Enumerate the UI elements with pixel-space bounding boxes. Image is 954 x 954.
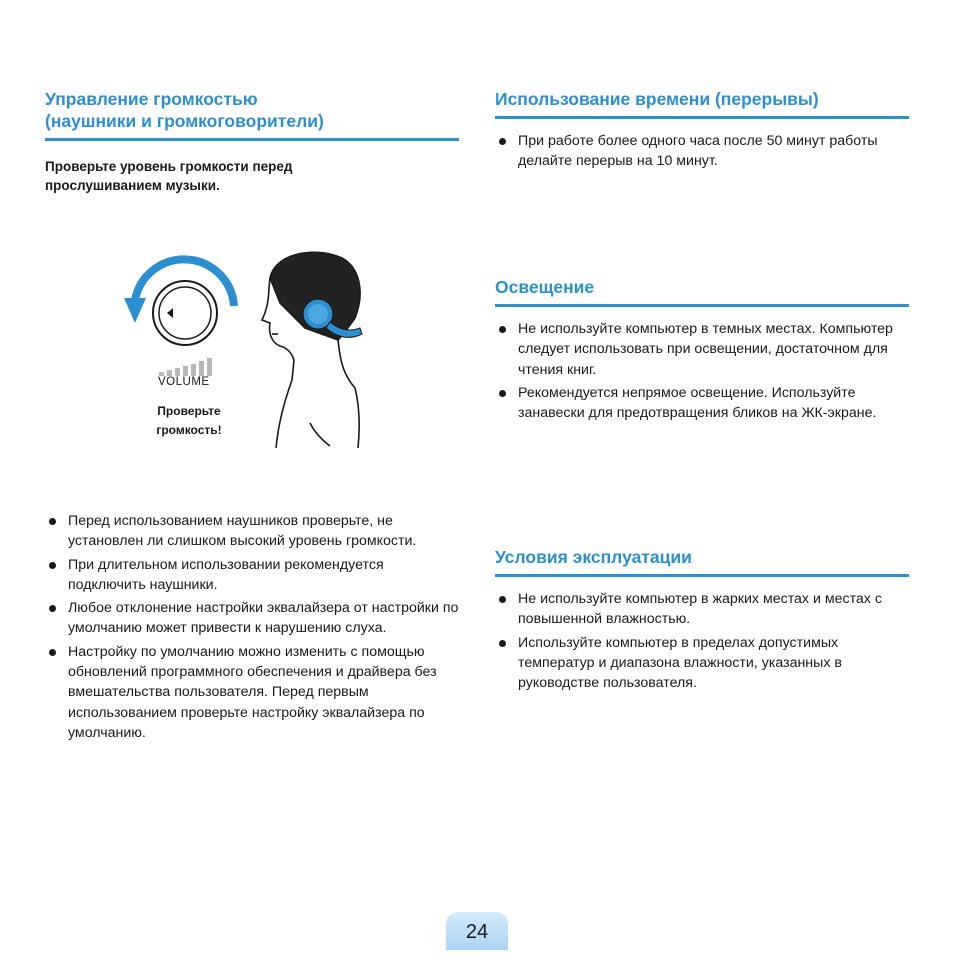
heading-line-1: Управление громкостью [45,89,258,109]
list-item: Перед использованием наушников проверьте, не установлен ли слишком высокий уровень громкости. [45,511,459,552]
lighting-heading: Освещение [495,276,909,307]
breaks-heading: Использование времени (перерывы) [495,88,909,119]
caption-line-2: громкость! [156,423,222,437]
volume-level-bars-icon [159,358,212,376]
person-headphone-icon [262,252,360,448]
list-item: При работе более одного часа после 50 минут работы делайте перерыв на 10 минут. [495,131,909,172]
volume-knob-icon [153,281,217,345]
check-volume-caption [130,402,248,440]
volume-bullet-list [45,511,459,743]
volume-control-heading [45,88,459,141]
list-item: Не используйте компьютер в темных местах. Компьютер следует использовать при освещении, достаточном для чтения книг. [495,319,909,380]
volume-subtitle [45,157,459,195]
volume-label: VOLUME [158,376,210,388]
lighting-section [495,276,909,426]
list-item: Используйте компьютер в пределах допустимых температур и диапазона влажности, указанных в руководстве пользователя. [495,633,909,694]
volume-bullets-block [45,511,459,746]
list-item: Любое отклонение настройки эквалайзера от настройки по умолчанию может привести к нарушению слуха. [45,598,459,639]
list-item: Не используйте компьютер в жарких местах и местах с повышенной влажностью. [495,589,909,630]
lighting-bullet-list [495,319,909,423]
subtitle-line-1: Проверьте уровень громкости перед [45,159,293,174]
conditions-heading: Условия эксплуатации [495,546,909,577]
breaks-bullet-list [495,131,909,172]
conditions-bullet-list [495,589,909,693]
caption-line-1: Проверьте [157,404,221,418]
list-item: Рекомендуется непрямое освещение. Используйте занавески для предотвращения бликов на ЖК-экране. [495,383,909,424]
page-number: 24 [446,912,508,950]
left-column [45,88,459,195]
list-item: Настройку по умолчанию можно изменить с помощью обновлений программного обеспечения и драйвера без вмешательства пользователя. Перед первым использованием проверьте настройку эквалайзера по умолчанию. [45,642,459,743]
conditions-section [495,546,909,696]
breaks-section [495,88,909,175]
list-item: При длительном использовании рекомендуется подключить наушники. [45,555,459,596]
subtitle-line-2: прослушиванием музыки. [45,178,220,193]
heading-line-2: (наушники и громкоговорители) [45,111,324,131]
